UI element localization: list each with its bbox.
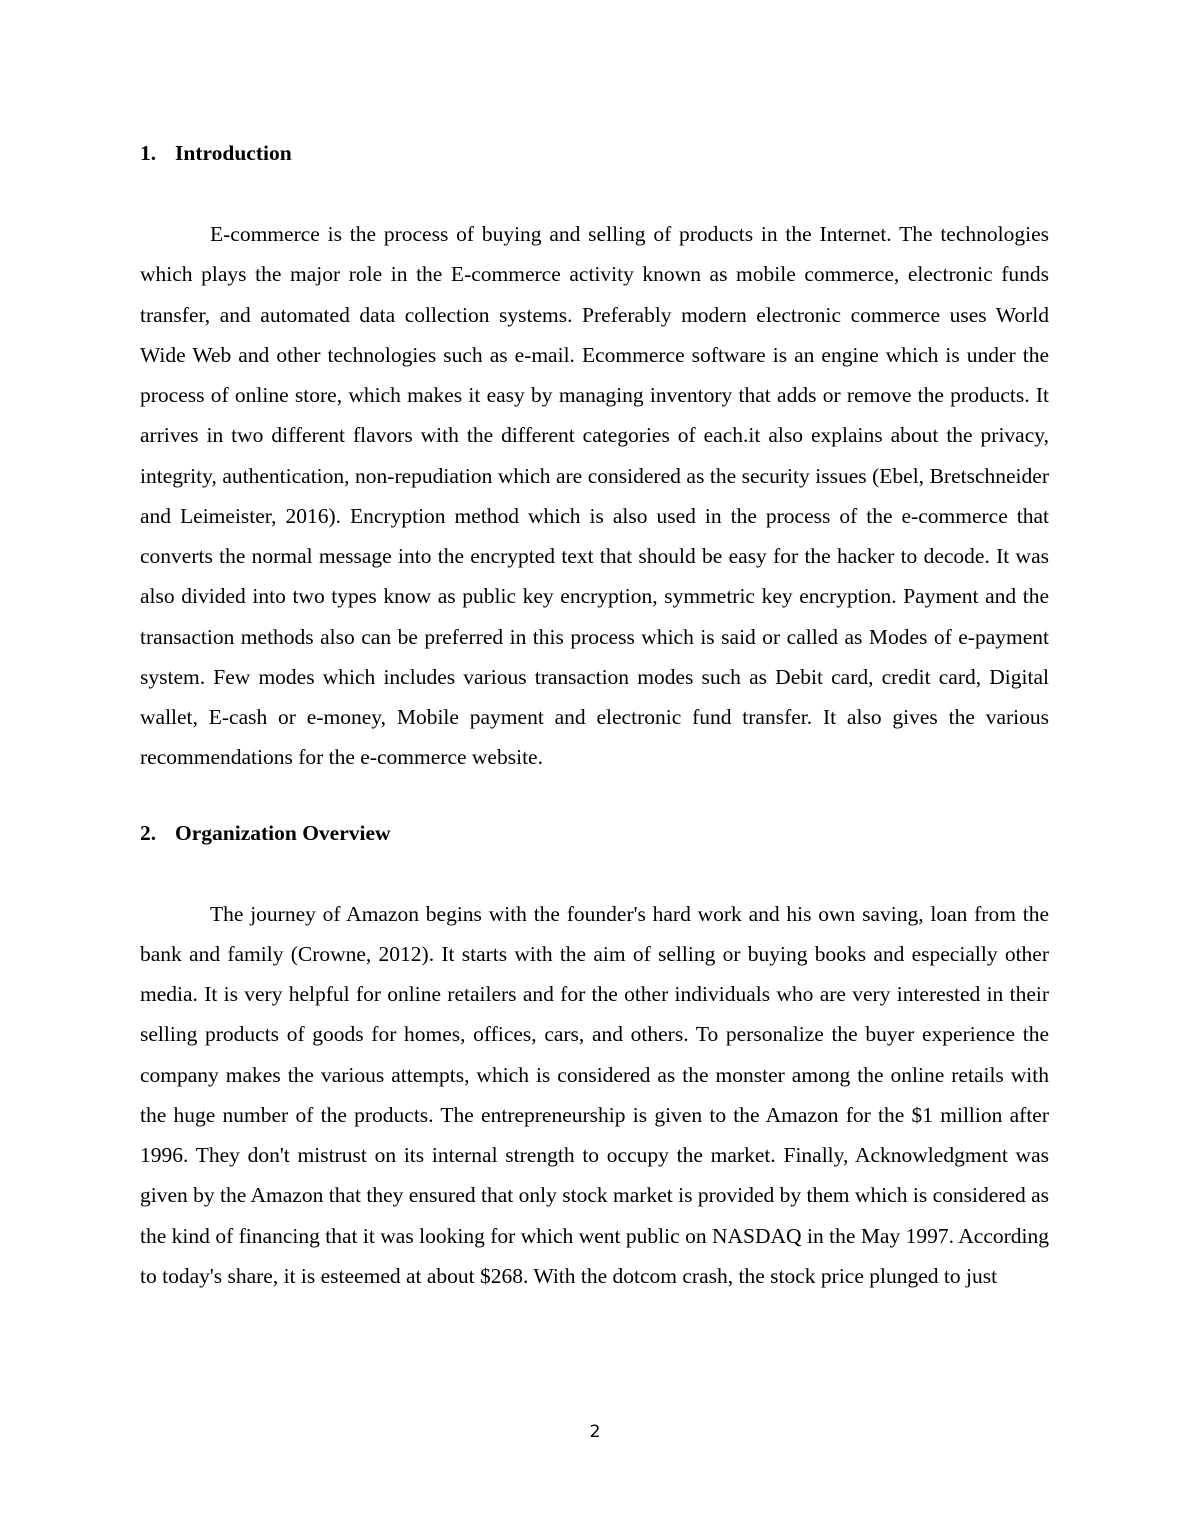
section-number: 2.	[140, 820, 157, 845]
section-title: Introduction	[175, 141, 292, 165]
page-number: 2	[589, 1422, 601, 1442]
introduction-paragraph: E-commerce is the process of buying and selling of products in the Internet. The technologies which plays the major role in the E-commerce activity known as mobile commerce, electronic funds transfer, and automated data collection systems. Preferably modern electronic commerce uses World Wide Web and other technologies such as e-mail. Ecommerce software is an engine which is under the process of online store, which makes it easy by managing inventory that adds or remove the products. It arrives in two different flavors with the different categories of each.it also explains about the privacy, integrity, authentication, non-repudiation which are considered as the security issues (Ebel, Bretschneider and Leimeister, 2016). Encryption method which is also used in the process of the e-commerce that converts the normal message into the encrypted text that should be easy for the hacker to decode. It was also divided into two types know as public key encryption, symmetric key encryption. Payment and the transaction methods also can be preferred in this process which is said or called as Modes of e-payment system. Few modes which includes various transaction modes such as Debit card, credit card, Digital wallet, E-cash or e-money, Mobile payment and electronic fund transfer. It also gives the various recommendations for the e-commerce website.	[140, 222, 1049, 770]
section-heading-introduction	[140, 137, 1049, 169]
section-heading-organization-overview	[140, 817, 1049, 849]
page-content	[140, 137, 1049, 1296]
section-number: 1.	[140, 141, 157, 165]
section-title: Organization Overview	[175, 820, 391, 845]
organization-overview-paragraph: The journey of Amazon begins with the founder's hard work and his own saving, loan from the bank and family (Crowne, 2012). It starts with the aim of selling or buying books and especially other media. It is very helpful for online retailers and for the other individuals who are very interested in their selling products of goods for homes, offices, cars, and others. To personalize the buyer experience the company makes the various attempts, which is considered as the monster among the online retails with the huge number of the products. The entrepreneurship is given to the Amazon for the $1 million after 1996. They don't mistrust on its internal strength to occupy the market. Finally, Acknowledgment was given by the Amazon that they ensured that only stock market is provided by them which is considered as the kind of financing that it was looking for which went public on NASDAQ in the May 1997. According to today's share, it is esteemed at about $268. With the dotcom crash, the stock price plunged to just	[140, 901, 1049, 1288]
